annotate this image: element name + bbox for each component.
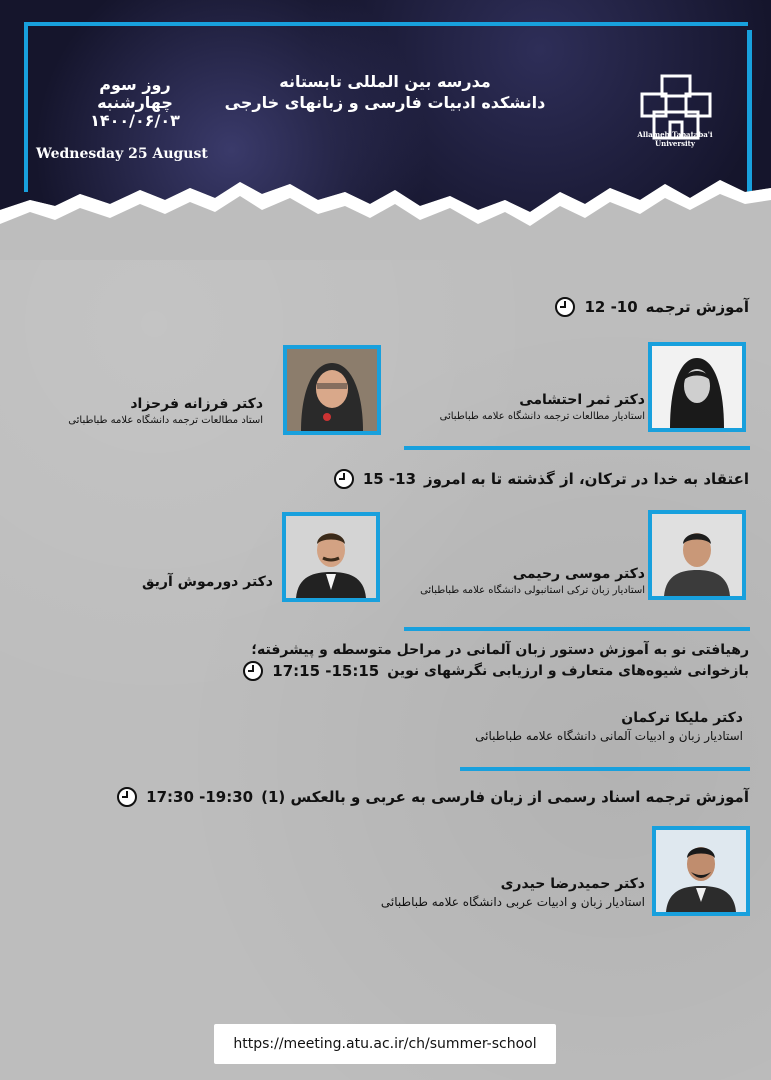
clock-icon [242, 660, 264, 682]
title-line-1: مدرسه بین المللی تابستانه [279, 72, 491, 91]
speaker-name: دکتر ملیکا ترکمان [621, 710, 743, 726]
portrait-woman-icon [652, 346, 742, 428]
clock-icon [333, 468, 355, 490]
speaker-2 [68, 396, 263, 426]
speaker-6 [381, 876, 645, 909]
session-time: 17:30 -19:30 [146, 788, 254, 806]
logo-text [630, 130, 720, 148]
date-en: Wednesday 25 August [36, 146, 208, 162]
logo-text-line-1: Allameh Tabataba'i [637, 130, 713, 139]
session-time: 12 -10 [584, 298, 638, 316]
speaker-role: استادیار مطالعات ترجمه دانشگاه علامه طباطبائی [439, 411, 645, 422]
session-title-line-1: رهیافتی نو به آموزش دستور زبان آلمانی در مراحل متوسطه و پیشرفته؛ [251, 642, 749, 658]
session-4-title [116, 786, 749, 808]
divider-1 [404, 446, 750, 450]
speaker-1 [440, 392, 645, 422]
speaker-photo-6 [652, 826, 750, 916]
divider-2 [404, 627, 750, 631]
torn-paper-edge [0, 170, 771, 260]
speaker-3 [420, 566, 645, 596]
divider-3 [460, 767, 750, 771]
date-fa: ۱۴۰۰/۰۶/۰۳ [90, 111, 180, 130]
header-title [210, 72, 560, 112]
portrait-man-icon [652, 514, 742, 596]
session-time: 17:15 -15:15 [272, 662, 380, 680]
speaker-name: دکتر دورموش آریق [142, 574, 273, 590]
meeting-url[interactable]: https://meeting.atu.ac.ir/ch/summer-school [233, 1036, 537, 1052]
speaker-photo-3 [648, 510, 746, 600]
speaker-name: دکتر موسی رحیمی [512, 566, 645, 582]
speaker-5 [475, 710, 743, 743]
portrait-woman-icon [287, 349, 377, 431]
session-3-title [242, 640, 749, 682]
speaker-photo-1 [648, 342, 746, 432]
session-title-line-2: بازخوانی شیوه‌های متعارف و ارزیابی نگرشهای نوین [387, 663, 749, 679]
clock-icon [116, 786, 138, 808]
session-time: 15 -13 [362, 470, 417, 488]
session-title-text: آموزش ترجمه اسناد رسمی از زبان فارسی به عربی و بالعکس (1) [261, 788, 749, 806]
day-name: روز سوم [99, 75, 171, 94]
speaker-4 [142, 574, 273, 590]
speaker-role: استادیار زبان و ادبیات عربی دانشگاه علامه طباطبائی [380, 895, 645, 909]
session-title-text: آموزش ترجمه [645, 298, 749, 316]
session-1-title [554, 296, 749, 318]
session-title-text: اعتقاد به خدا در ترکان، از گذشته تا به امروز [424, 470, 749, 488]
meeting-link[interactable] [214, 1024, 556, 1064]
weekday-fa: چهارشنبه [97, 93, 173, 112]
clock-icon [554, 296, 576, 318]
date-block [60, 76, 210, 130]
speaker-role: استاد مطالعات ترجمه دانشگاه علامه طباطبائی [68, 415, 263, 426]
speaker-name: دکتر فرزانه فرحزاد [130, 396, 263, 412]
portrait-man-icon [656, 830, 746, 912]
logo-text-line-2: University [655, 139, 695, 148]
title-line-2: دانشکده ادبیات فارسی و زبانهای خارجی [224, 93, 546, 112]
speaker-name: دکتر حمیدرضا حیدری [500, 876, 645, 892]
speaker-role: استادیار زبان ترکی استانبولی دانشگاه علامه طباطبائی [420, 585, 645, 596]
speaker-photo-4 [282, 512, 380, 602]
speaker-role: استادیار زبان و ادبیات آلمانی دانشگاه علامه طباطبائی [475, 729, 743, 743]
portrait-man-icon [286, 516, 376, 598]
speaker-name: دکتر ثمر احتشامی [519, 392, 645, 408]
session-2-title [333, 468, 749, 490]
speaker-photo-2 [283, 345, 381, 435]
